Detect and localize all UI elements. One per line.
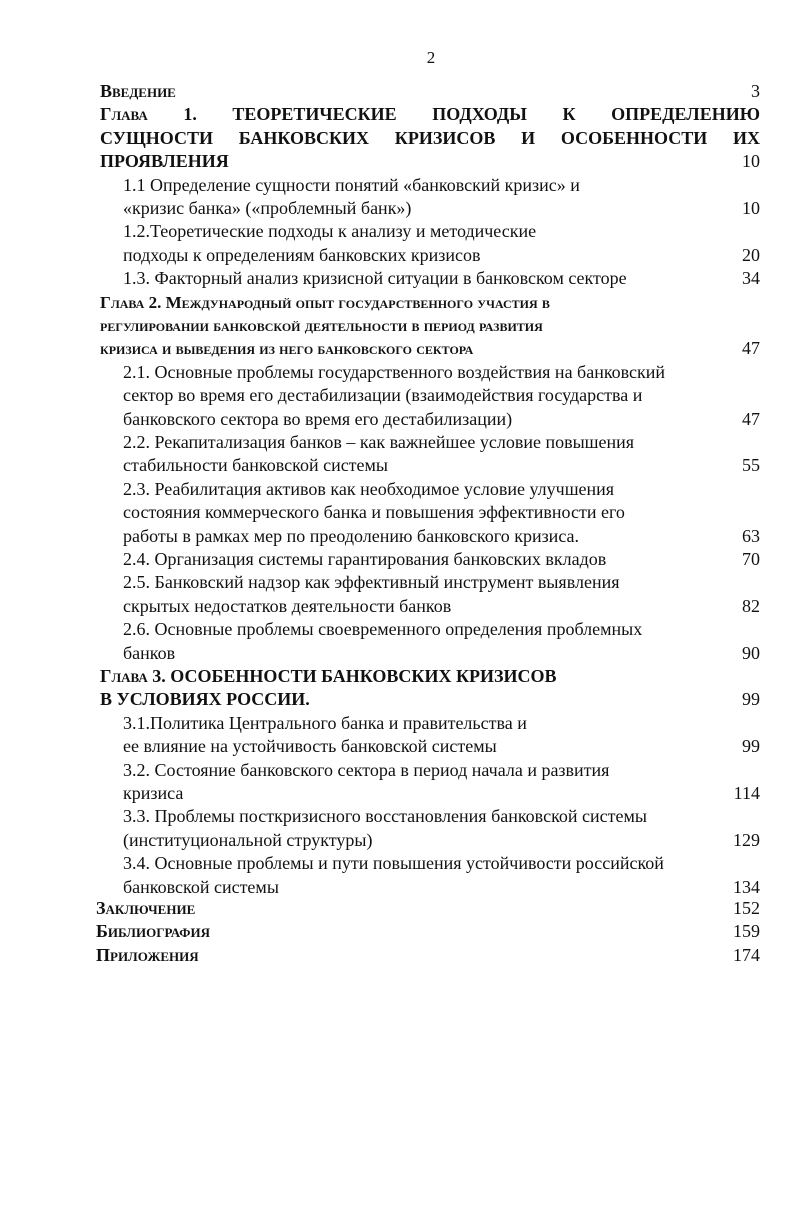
toc-page-number: 90 [742, 642, 760, 663]
toc-page-number: 20 [742, 244, 760, 265]
toc-line [123, 174, 760, 197]
toc-line [96, 920, 760, 943]
chapter-heading-line [100, 103, 760, 126]
toc-line-text: скрытых недостатков деятельности банков [123, 595, 452, 616]
toc-line [123, 267, 760, 290]
toc-page-number: 152 [733, 897, 760, 918]
toc-line-text: 2.6. Основные проблемы своевременного определения проблемных [123, 619, 643, 640]
toc-line-text: 3.1.Политика Центрального банка и правительства и [123, 712, 527, 733]
toc-section-ch1-1 [123, 174, 760, 221]
toc-line [100, 337, 760, 360]
toc-page-number: 47 [742, 338, 760, 359]
toc-line-text: В УСЛОВИЯХ РОССИИ. [100, 689, 310, 710]
toc-line [123, 571, 760, 594]
toc-line [123, 408, 760, 431]
toc-line-text [100, 291, 718, 314]
toc-chapter-1 [100, 103, 760, 173]
toc-chapter-3 [100, 665, 760, 712]
toc-bibliography [96, 920, 760, 943]
chapter-title-part: кризиса и выведения из него банковского сектора [100, 339, 474, 359]
toc-line [123, 454, 760, 477]
toc-line [100, 291, 760, 314]
toc-line-text: ее влияние на устойчивость банковской системы [123, 736, 497, 757]
toc-line-text: стабильности банковской системы [123, 455, 389, 476]
toc-line-text: «кризис банка» («проблемный банк») [123, 197, 412, 218]
toc-line-text: 1.3. Факторный анализ кризисной ситуации в банковском секторе [123, 268, 627, 289]
toc-line [123, 220, 760, 243]
chapter-heading-word: БАНКОВСКИХ [238, 127, 370, 148]
toc-line [123, 805, 760, 828]
toc-line-text [100, 314, 718, 337]
chapter-label: Глава [100, 665, 148, 686]
toc-line-text: Библиография [96, 921, 210, 942]
toc-line [123, 501, 760, 524]
chapter-heading-word: ПОДХОДЫ [432, 104, 527, 125]
toc-page-number: 99 [742, 736, 760, 757]
toc-line [123, 525, 760, 548]
toc-line [123, 618, 760, 641]
toc-line-text: 1.2.Теоретические подходы к анализу и методические [123, 221, 537, 242]
toc-section-ch2-5 [123, 571, 760, 618]
toc-section-ch3-2 [123, 759, 760, 806]
toc-page-number: 134 [733, 876, 760, 897]
toc-line-text: 2.2. Рекапитализация банков – как важнейшее условие повышения [123, 431, 635, 452]
toc-line-text: состояния коммерческого банка и повышения эффективности его [123, 502, 625, 523]
toc-page-number: 114 [733, 782, 760, 803]
toc-section-ch3-3 [123, 805, 760, 852]
toc-section-ch3-1 [123, 712, 760, 759]
toc-section-ch1-3 [123, 267, 760, 290]
toc-line [123, 548, 760, 571]
toc-section-ch3-4 [123, 852, 760, 899]
toc-line-text: 1.1 Определение сущности понятий «банковский кризис» и [123, 174, 580, 195]
toc-conclusion [96, 897, 760, 920]
toc-line-text: работы в рамках мер по преодолению банковского кризиса. [123, 525, 580, 546]
toc-page-number: 3 [751, 80, 760, 101]
toc-line [100, 314, 760, 337]
chapter-title-part: 3. ОСОБЕННОСТИ БАНКОВСКИХ КРИЗИСОВ [152, 665, 557, 686]
toc-line [100, 150, 760, 173]
toc-line-text: Введение [100, 80, 176, 101]
toc-page-number: 82 [742, 595, 760, 616]
toc-line-text: 2.1. Основные проблемы государственного воздействия на банковский [123, 361, 666, 382]
toc-line-text: сектор во время его дестабилизации (взаимодействия государства и [123, 385, 643, 406]
toc-line [123, 735, 760, 758]
toc-line [123, 829, 760, 852]
chapter-heading-word: ИХ [732, 127, 760, 148]
toc-line-text: ПРОЯВЛЕНИЯ [100, 151, 229, 172]
toc-line-text: (институциональной структуры) [123, 829, 373, 850]
toc-line [123, 852, 760, 875]
toc-line [123, 361, 760, 384]
toc-line [123, 712, 760, 735]
toc-line-text: кризиса [123, 782, 184, 803]
toc-section-ch2-1 [123, 361, 760, 431]
toc-line [123, 197, 760, 220]
toc-line [123, 478, 760, 501]
toc-section-ch2-4 [123, 548, 760, 571]
toc-line [123, 244, 760, 267]
toc-line-text: подходы к определениям банковских кризисов [123, 244, 481, 265]
chapter-heading-word: Глава [100, 104, 148, 125]
toc-line-text: 3.2. Состояние банковского сектора в период начала и развития [123, 759, 610, 780]
toc-page-number: 10 [742, 197, 760, 218]
toc-page-number: 99 [742, 689, 760, 710]
toc-page-number: 47 [742, 408, 760, 429]
toc-introduction [100, 80, 760, 103]
toc-page-number: 174 [733, 944, 760, 965]
chapter-heading-word: ТЕОРЕТИЧЕСКИЕ [232, 104, 397, 125]
toc-line [100, 80, 760, 103]
toc-section-ch2-2 [123, 431, 760, 478]
toc-page-number: 70 [742, 548, 760, 569]
toc-line-text [100, 665, 718, 688]
toc-appendices [96, 944, 760, 967]
toc-line [123, 595, 760, 618]
toc-line-text: 2.3. Реабилитация активов как необходимое условие улучшения [123, 478, 615, 499]
toc-line [123, 782, 760, 805]
chapter-heading-word: ОСОБЕННОСТИ [560, 127, 708, 148]
toc-line-text: 3.3. Проблемы посткризисного восстановления банковской системы [123, 806, 647, 827]
chapter-title-part: Международный опыт государственного участия в [165, 292, 550, 312]
toc-page-number: 55 [742, 455, 760, 476]
page-number: 2 [426, 48, 436, 67]
toc-line-text: банковской системы [123, 876, 279, 897]
toc-line [123, 876, 760, 899]
chapter-heading-word: СУЩНОСТИ [100, 127, 213, 148]
toc-section-ch2-3 [123, 478, 760, 548]
chapter-heading-line [100, 127, 760, 150]
toc-line [96, 944, 760, 967]
toc-line [123, 759, 760, 782]
chapter-label: Глава 2. [100, 292, 162, 312]
chapter-heading-word: ОПРЕДЕЛЕНИЮ [611, 104, 760, 125]
toc-page-number: 10 [742, 151, 760, 172]
chapter-heading-word: 1. [183, 104, 197, 125]
toc-section-ch2-6 [123, 618, 760, 665]
toc-line [100, 688, 760, 711]
toc-line [100, 665, 760, 688]
chapter-heading-word: К [562, 104, 576, 125]
toc-page-number: 129 [733, 829, 760, 850]
chapter-title-part: регулировании банковской деятельности в период развития [100, 315, 543, 335]
toc-line [123, 431, 760, 454]
toc-line-text: банков [123, 642, 176, 663]
toc-page-number: 159 [733, 921, 760, 942]
toc-line-text: 3.4. Основные проблемы и пути повышения устойчивости российской [123, 853, 664, 874]
toc-line [96, 897, 760, 920]
toc-line [123, 384, 760, 407]
chapter-heading-word: И [521, 127, 536, 148]
toc-line-text: 2.4. Организация системы гарантирования банковских вкладов [123, 548, 607, 569]
toc-line-text [100, 337, 718, 360]
toc-chapter-2 [100, 291, 760, 361]
toc-page-number: 34 [742, 268, 760, 289]
toc-line-text: Приложения [96, 944, 199, 965]
toc-line-text: Заключение [96, 897, 196, 918]
toc-line [123, 642, 760, 665]
toc-page-number: 63 [742, 525, 760, 546]
toc-section-ch1-2 [123, 220, 760, 267]
toc-line-text: банковского сектора во время его дестабилизации) [123, 408, 513, 429]
toc-line-text: 2.5. Банковский надзор как эффективный инструмент выявления [123, 572, 620, 593]
chapter-heading-word: КРИЗИСОВ [394, 127, 496, 148]
